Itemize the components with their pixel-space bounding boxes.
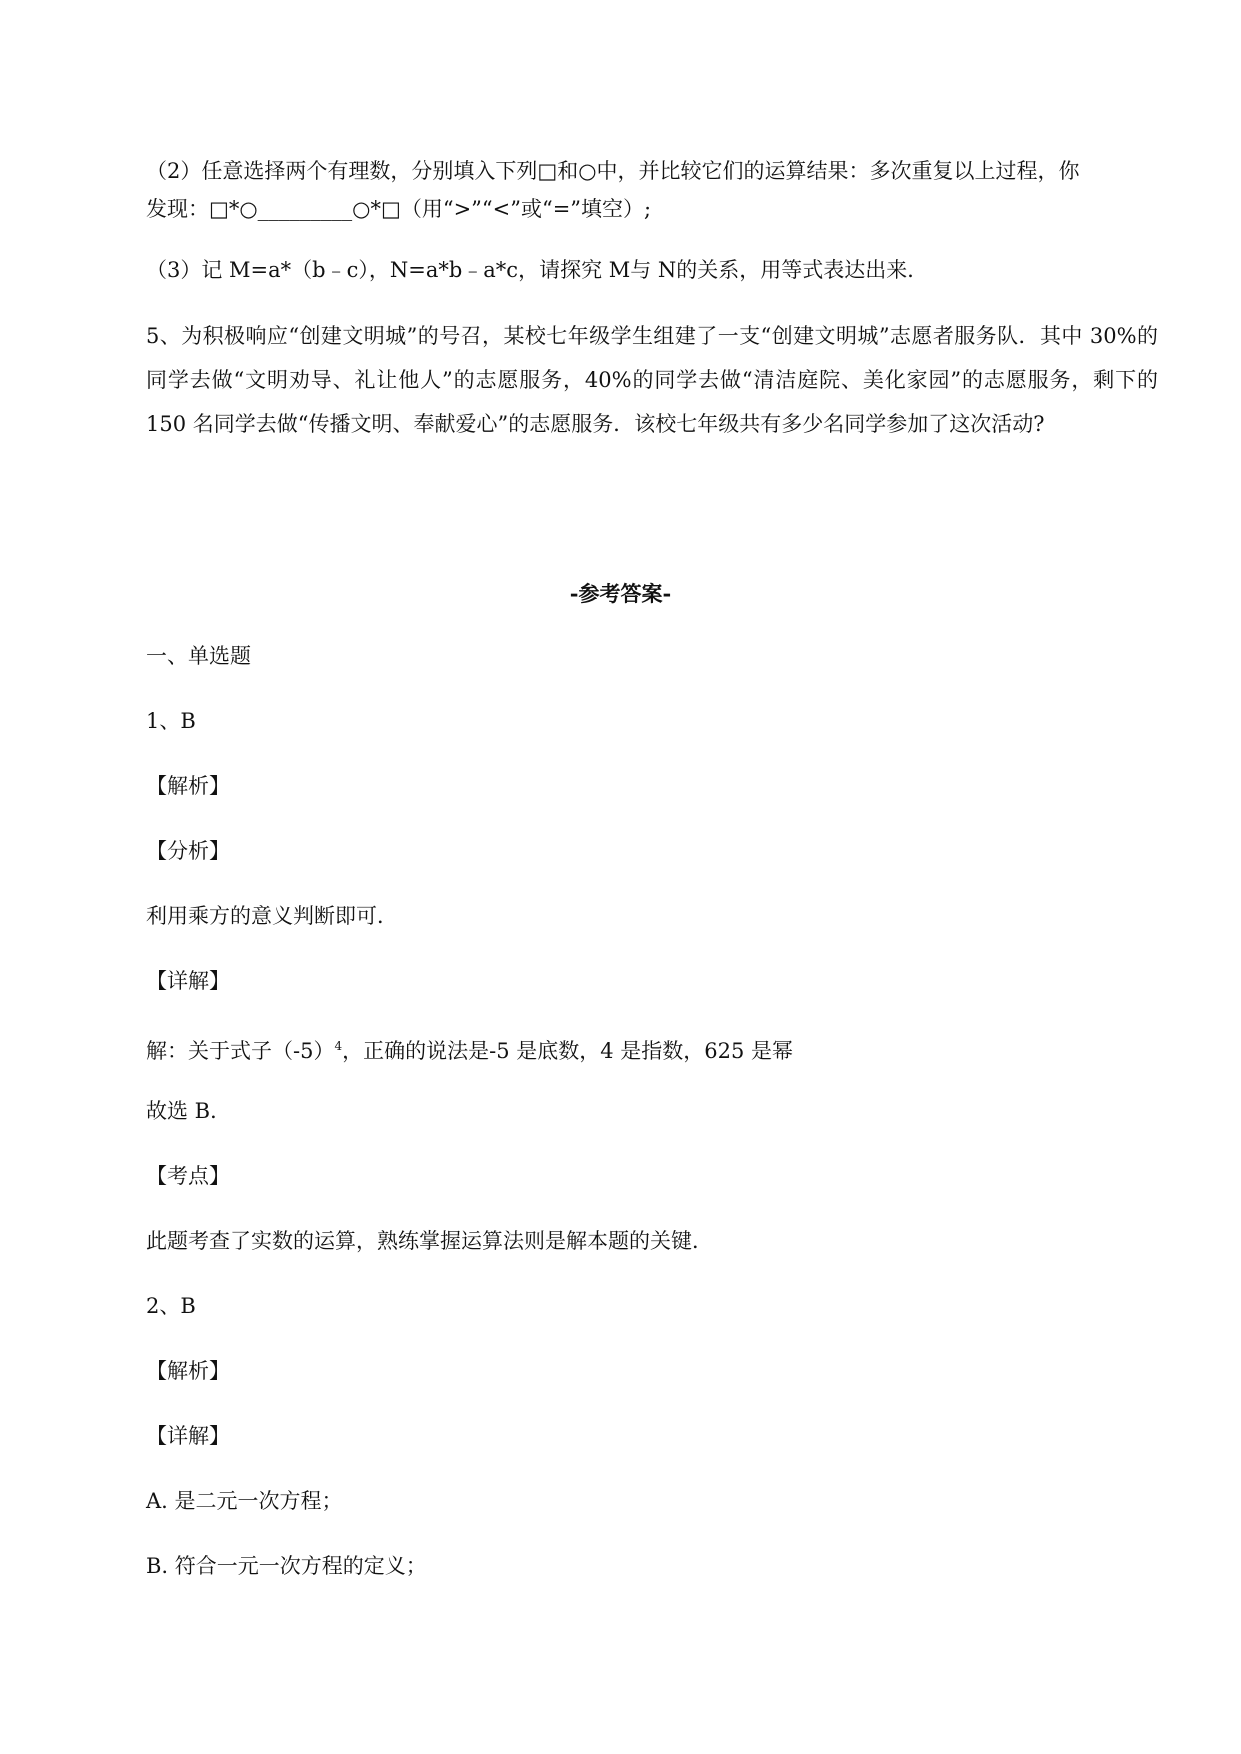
detail-prefix: 解：关于式子（-5） <box>146 1039 335 1063</box>
answer-1-xiangjie: 【详解】 <box>146 969 230 993</box>
answer-1-fenxi-text: 利用乘方的意义判断即可． <box>146 904 398 928</box>
answer-1-kaodian: 【考点】 <box>146 1164 230 1188</box>
q4-part2-line2: 发现：□*○_________○*□（用“>”“<”或“=”填空）; <box>146 197 652 221</box>
answer-2-jiexi: 【解析】 <box>146 1359 230 1383</box>
q4-part2-line1: （2）任意选择两个有理数，分别填入下列□和○中，并比较它们的运算结果：多次重复以上过程，你 <box>146 159 1080 183</box>
detail-exponent: 4 <box>334 1039 343 1053</box>
answer-1-kaodian-text: 此题考查了实数的运算，熟练掌握运算法则是解本题的关键． <box>146 1229 713 1253</box>
answer-2-option-b: B. 符合一元一次方程的定义； <box>146 1554 427 1578</box>
answer-1-jiexi: 【解析】 <box>146 774 230 798</box>
detail-suffix: ，正确的说法是-5 是底数，4 是指数，625 是幂 <box>342 1039 794 1063</box>
answer-1-number: 1、B <box>146 709 196 733</box>
answers-title: -参考答案- <box>569 581 672 606</box>
q5-text: 5、为积极响应“创建文明城”的号召，某校七年级学生组建了一支“创建文明城”志愿者服务队．其中 30%的同学去做“文明劝导、礼让他人”的志愿服务，40%的同学去做“清洁庭院、美化家园”的志愿服务，剩下的 150 名同学去做“传播文明、奉献爱心”的志愿服务．该校七年级共有多少名同学参加了这次活动? <box>146 324 1158 436</box>
answer-1-detail <box>146 1031 793 1066</box>
answer-1-fenxi: 【分析】 <box>146 839 230 863</box>
answer-1-choice: 故选 B． <box>146 1099 232 1123</box>
answer-2-xiangjie: 【详解】 <box>146 1424 230 1448</box>
section-heading: 一、单选题 <box>146 644 251 668</box>
q4-part3: （3）记 M=a*（b﹣c），N=a*b﹣a*c，请探究 M与 N的关系，用等式表达出来． <box>146 258 929 282</box>
answer-2-option-a: A. 是二元一次方程； <box>146 1489 343 1513</box>
answer-2-number: 2、B <box>146 1294 196 1318</box>
